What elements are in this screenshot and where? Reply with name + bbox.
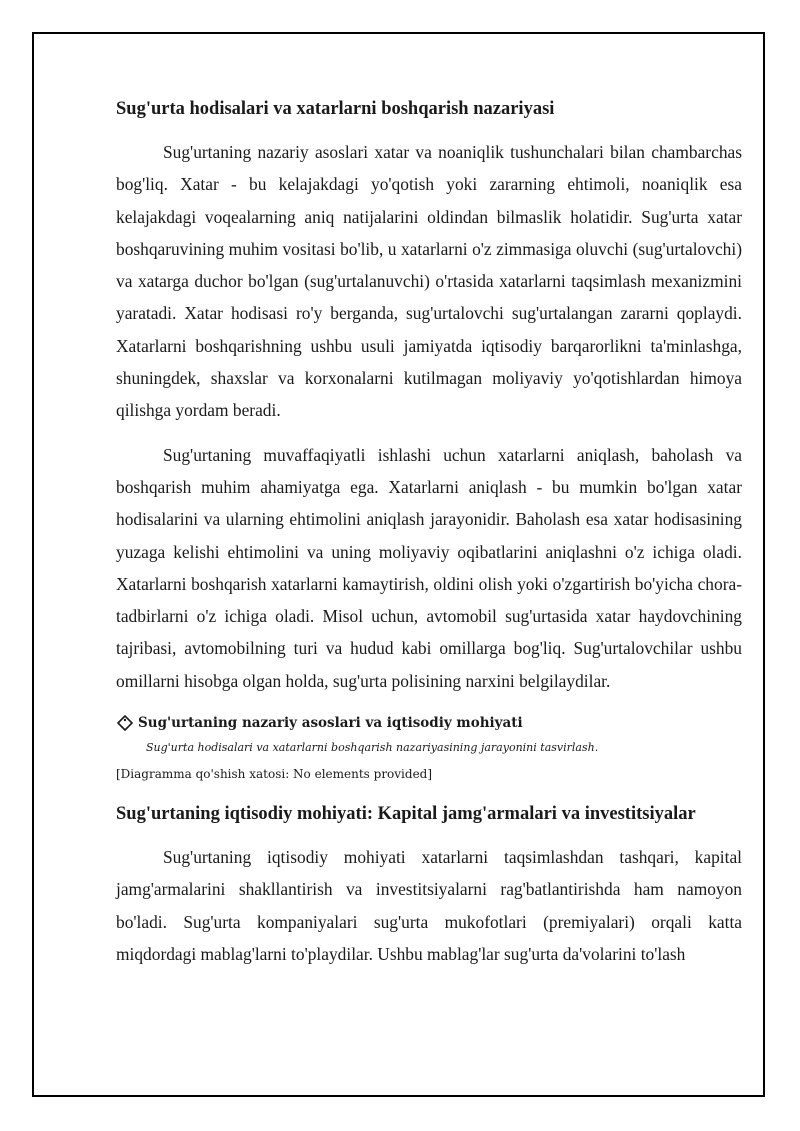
diagram-title-row <box>116 713 742 733</box>
paragraph-risk-uncertainty: Sug'urtaning nazariy asoslari xatar va noaniqlik tushunchalari bilan chambarchas bog'liq. Xatar - bu kelajakdagi yo'qotish yoki zararning ehtimoli, noaniqlik esa kelajakdagi voqealarning aniq natijalarini oldindan bilmaslik holatidir. Sug'urta xatar boshqaruvining muhim vositasi bo'lib, u xatarlarni o'z zimmasiga oluvchi (sug'urtalovchi) va xatarga duchor bo'lgan (sug'urtalanuvchi) o'rtasida xatarlarni taqsimlash mexanizmini yaratadi. Xatar hodisasi ro'y berganda, sug'urtalovchi sug'urtalangan zararni qoplaydi. Xatarlarni boshqarishning ushbu usuli jamiyatda iqtisodiy barqarorlikni ta'minlashga, shuningdek, shaxslar va korxonalarni kutilmagan moliyaviy yo'qotishlardan himoya qilishga yordam beradi. <box>116 142 742 421</box>
paragraph-risk-management: Sug'urtaning muvaffaqiyatli ishlashi uchun xatarlarni aniqlash, baholash va boshqarish muhim ahamiyatga ega. Xatarlarni aniqlash - bu mumkin bo'lgan xatar hodisalarini va ularning ehtimolini aniqlash jarayonidir. Baholash esa xatar hodisasining yuzaga kelishi ehtimolini va uning moliyaviy oqibatlarini aniqlashni o'z ichiga oladi. Xatarlarni boshqarish xatarlarni kamaytirish, oldini olish yoki o'zgartirish bo'yicha chora-tadbirlarni o'z ichiga oladi. Misol uchun, avtomobil sug'urtasida xatar haydovchining tajribasi, avtomobilning turi va hudud kabi omillarga bog'liq. Sug'urtalovchilar ushbu omillarni hisobga olgan holda, sug'urta polisining narxini belgilaydilar. <box>116 444 742 691</box>
diagram-caption: Sug'urta hodisalari va xatarlarni boshqarish nazariyasining jarayonini tasvirlash. <box>146 741 599 755</box>
tag-icon <box>116 714 134 732</box>
paragraph-capital-accumulation: Sug'urtaning iqtisodiy mohiyati xatarlarni taqsimlashdan tashqari, kapital jamg'armalarini shakllantirish va investitsiyalarni rag'batlantirishda ham namoyon bo'ladi. Sug'urta kompaniyalari sug'urta mukofotlari (premiyalari) orqali katta miqdordagi mablag'larni to'playdilar. Ushbu mablag'lar sug'urta da'volarini to'lash <box>116 847 742 964</box>
section-heading-risk-theory: Sug'urta hodisalari va xatarlarni boshqarish nazariyasi <box>116 99 555 119</box>
diagram-error-message: [Diagramma qo'shish xatosi: No elements provided] <box>116 767 433 782</box>
diagram-placeholder <box>116 713 742 783</box>
document-body <box>116 96 742 970</box>
diagram-title: Sug'urtaning nazariy asoslari va iqtisodiy mohiyati <box>138 715 523 732</box>
section-heading-economic-essence: Sug'urtaning iqtisodiy mohiyati: Kapital jamg'armalari va investitsiyalar <box>116 804 696 825</box>
